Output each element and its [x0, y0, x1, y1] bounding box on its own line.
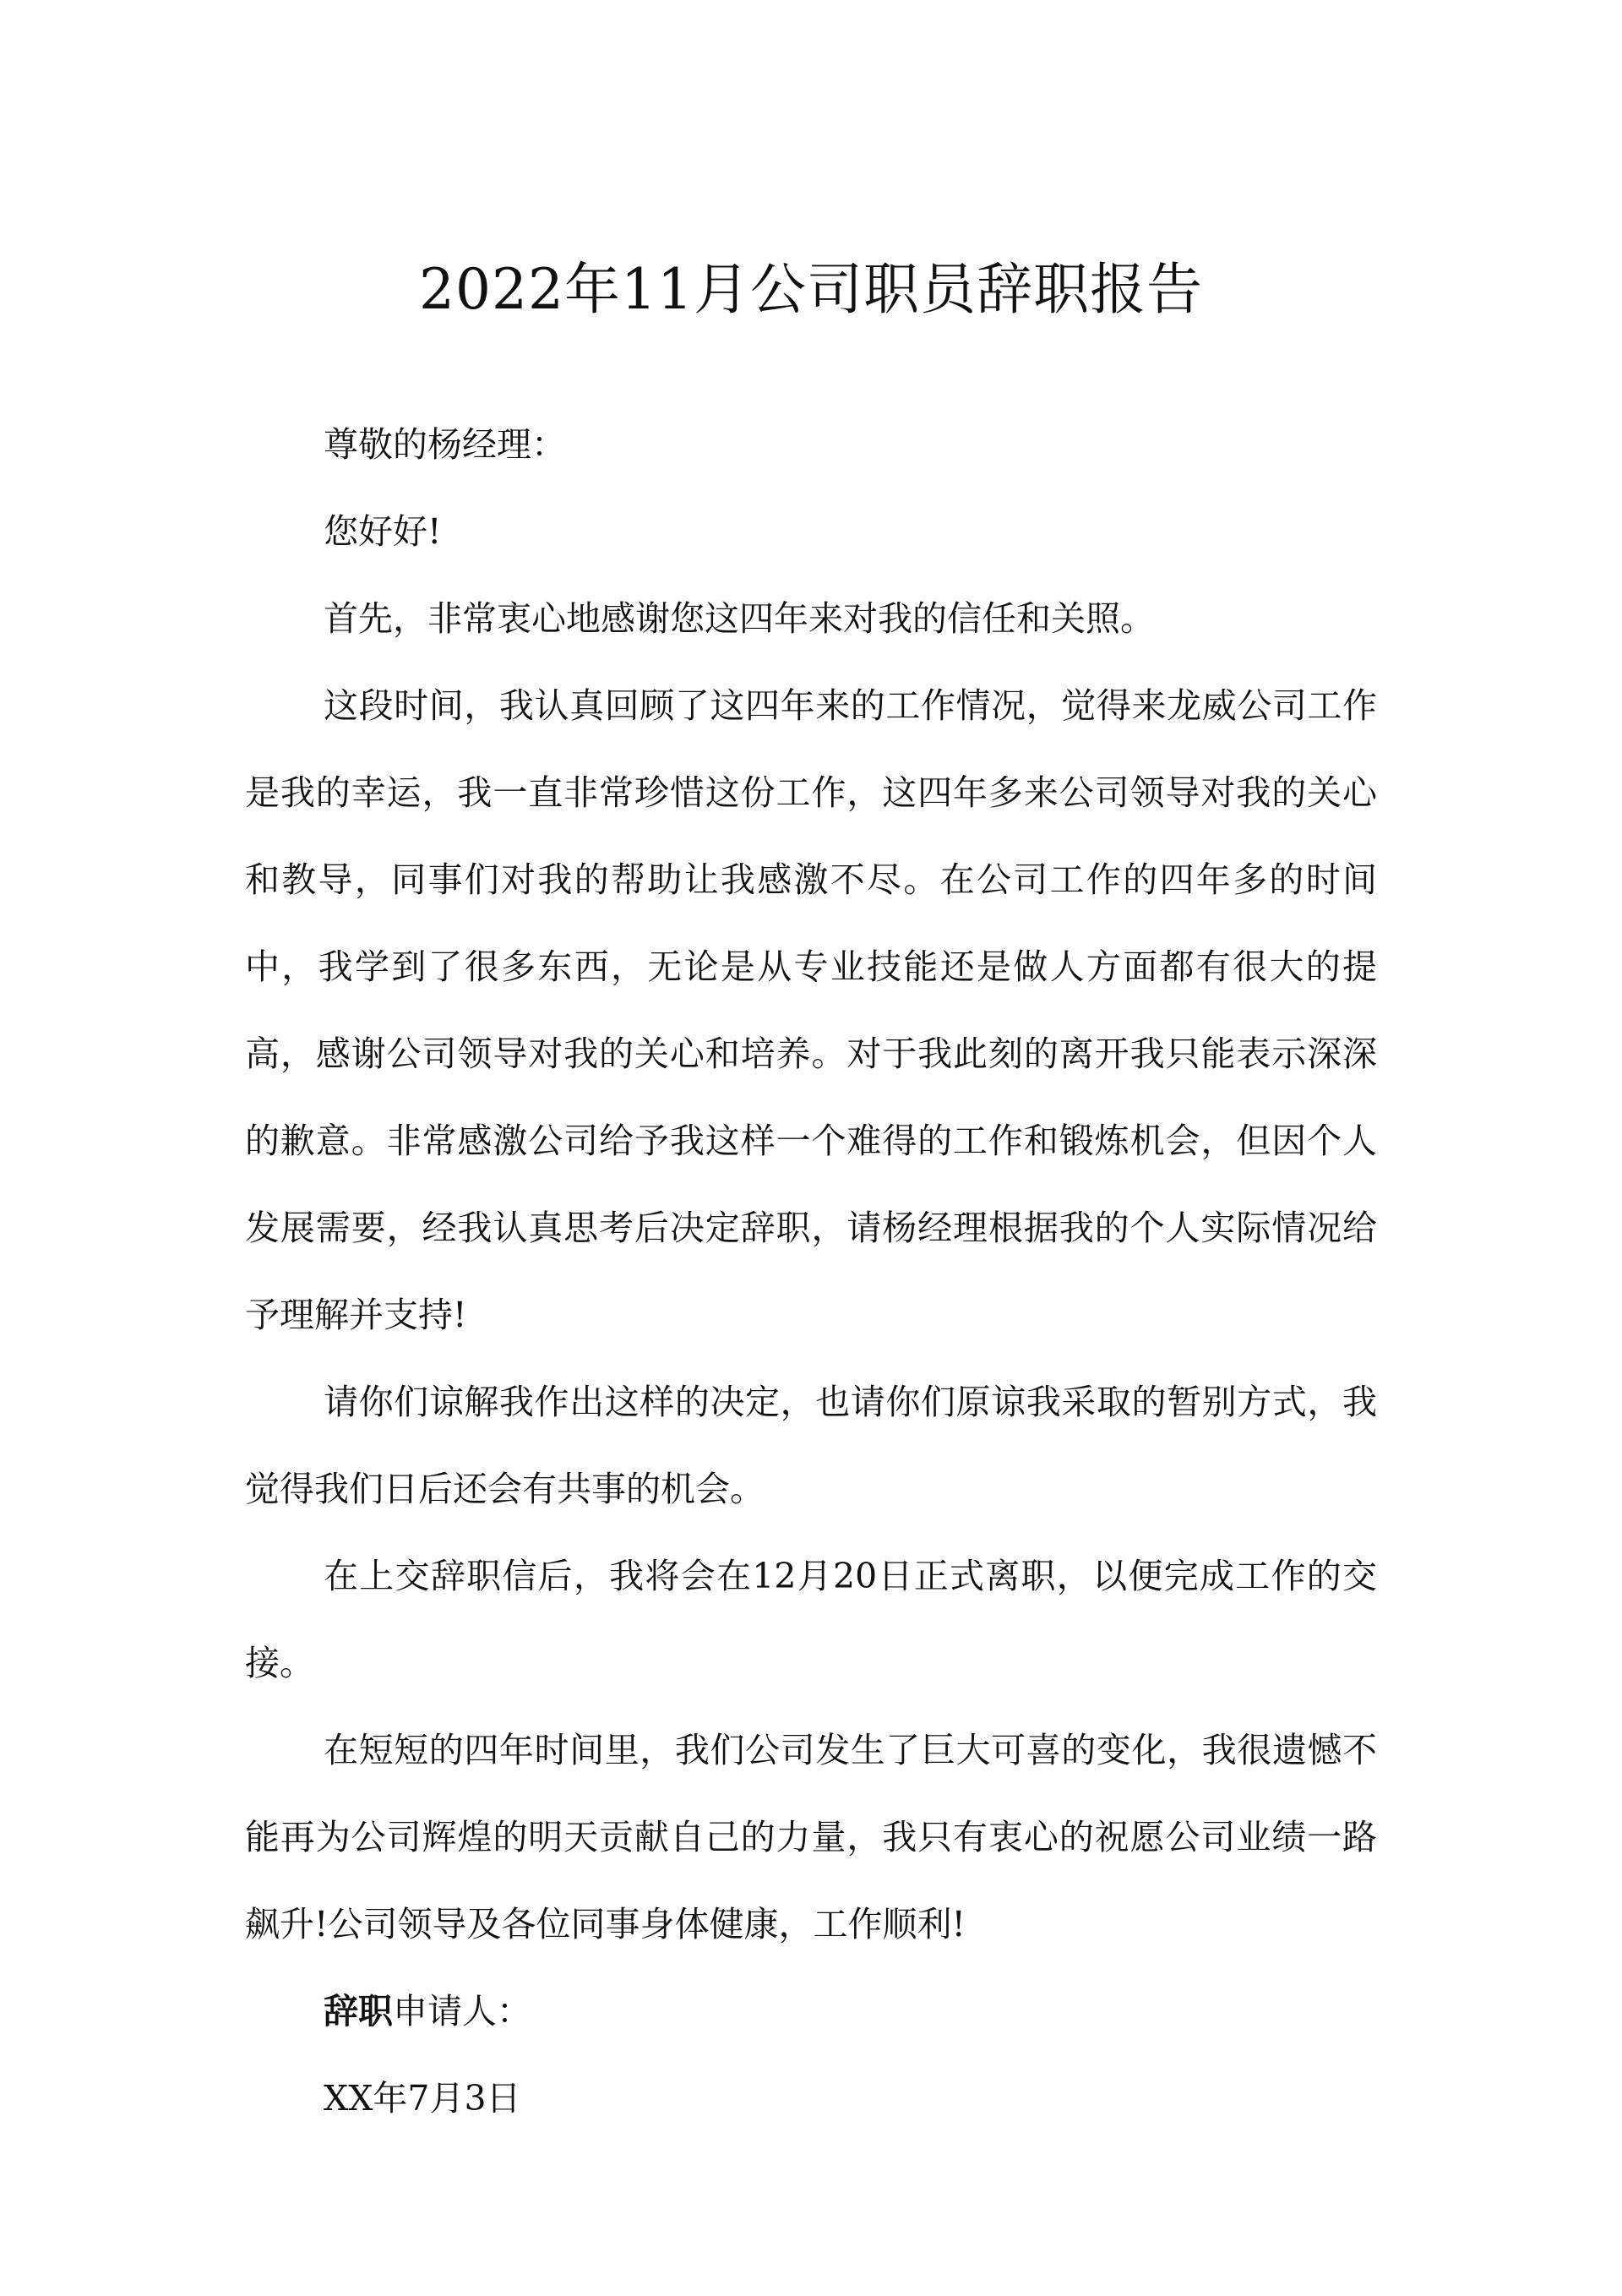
signature-label: 申请人：	[393, 1991, 531, 2031]
greeting: 您好好!	[324, 511, 442, 552]
date-line: XX年7月3日	[324, 2078, 521, 2119]
signature-bold-text: 辞职	[324, 1991, 393, 2031]
paragraph-2: 这段时间，我认真回顾了这四年来的工作情况，觉得来龙威公司工作是我的幸运，我一直非常珍惜这份工作，这四年多来公司领导对我的关心和教导，同事们对我的帮助让我感激不尽。在公司工作的四年多的时间中，我学到了很多东西，无论是从专业技能还是做人方面都有很大的提高，感谢公司领导对我的关心和培养。对于我此刻的离开我只能表示深深的歉意。非常感激公司给予我这样一个难得的工作和锻炼机会，但因个人发展需要，经我认真思考后决定辞职，请杨经理根据我的个人实际情况给予理解并支持!	[245, 685, 1377, 1335]
signature-line	[245, 1968, 1377, 2055]
document-title: 2022年11月公司职员辞职报告	[419, 257, 1203, 322]
paragraph-5: 在短短的四年时间里，我们公司发生了巨大可喜的变化，我很遗憾不能再为公司辉煌的明天贡献自己的力量，我只有衷心的祝愿公司业绩一路飙升!公司领导及各位同事身体健康，工作顺利!	[245, 1730, 1377, 1944]
document-body	[245, 401, 1377, 2142]
salutation: 尊敬的杨经理：	[324, 424, 566, 465]
paragraph-3: 请你们谅解我作出这样的决定，也请你们原谅我采取的暂别方式，我觉得我们日后还会有共事的机会。	[245, 1382, 1377, 1509]
paragraph-1: 首先，非常衷心地感谢您这四年来对我的信任和关照。	[324, 598, 1155, 639]
paragraph-4: 在上交辞职信后，我将会在12月20日正式离职，以便完成工作的交接。	[245, 1556, 1377, 1683]
